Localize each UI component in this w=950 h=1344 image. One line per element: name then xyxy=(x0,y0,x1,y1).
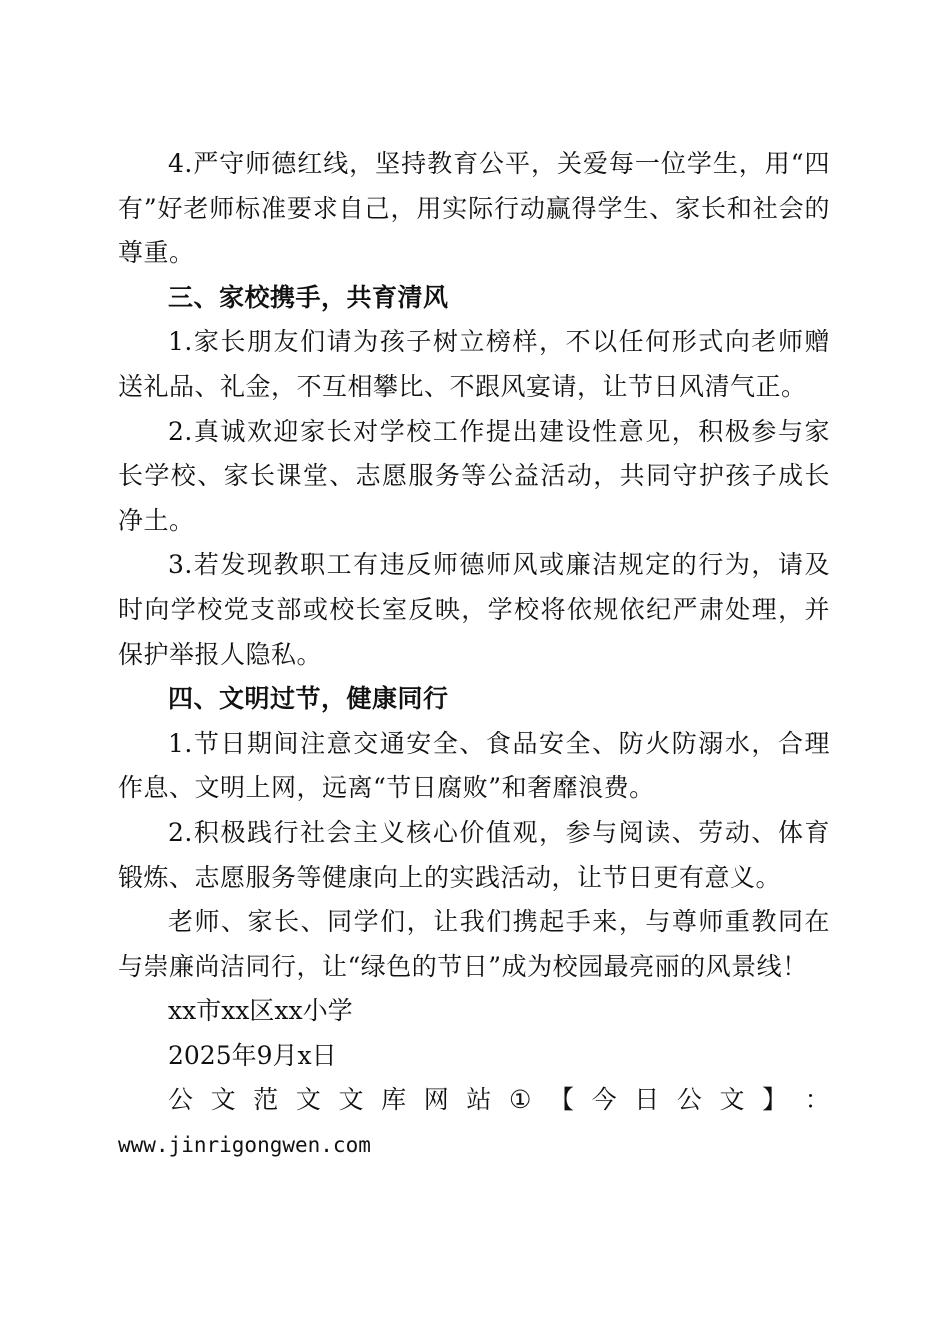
footer-char: 范 xyxy=(253,1085,279,1115)
paragraph-holiday-safety: 1.节日期间注意交通安全、食品安全、防火防溺水，合理作息、文明上网，远离“节日腐败”和奢靡浪费。 xyxy=(118,728,830,803)
document-page xyxy=(118,142,830,1168)
footer-char: 公 xyxy=(168,1085,194,1115)
paragraph-report-violations: 3.若发现教职工有违反师德师风或廉洁规定的行为，请及时向学校党支部或校长室反映，学校将依规依纪严肃处理，并保护举报人隐私。 xyxy=(118,550,830,669)
section-heading-home-school: 三、家校携手，共育清风 xyxy=(168,282,449,312)
paragraph-teacher-ethics: 4.严守师德红线，坚持教育公平，关爱每一位学生，用“四有”好老师标准要求自己，用实际行动赢得学生、家长和社会的尊重。 xyxy=(118,149,830,268)
footer-char: 公 xyxy=(676,1085,702,1115)
footer-website-link[interactable]: www.jinrigongwen.com xyxy=(118,1133,371,1158)
footer-char: 库 xyxy=(381,1085,407,1115)
footer-char: ① xyxy=(509,1085,532,1115)
footer-char: 今 xyxy=(591,1085,617,1115)
signature-organization: xx市xx区xx小学 xyxy=(168,996,353,1026)
footer-char: ： xyxy=(804,1085,830,1115)
footer-char: 站 xyxy=(466,1085,492,1115)
footer-char: 文 xyxy=(295,1085,321,1115)
paragraph-parents-suggestions: 2.真诚欢迎家长对学校工作提出建设性意见，积极参与家长学校、家长课堂、志愿服务等公益活动，共同守护孩子成长净土。 xyxy=(118,416,830,535)
footer-char: 【 xyxy=(549,1085,575,1115)
footer-site-name xyxy=(118,1078,830,1123)
section-heading-civilized-holiday: 四、文明过节，健康同行 xyxy=(168,684,449,714)
paragraph-core-values: 2.积极践行社会主义核心价值观，参与阅读、劳动、体育锻炼、志愿服务等健康向上的实践活动，让节日更有意义。 xyxy=(118,817,830,892)
paragraph-parents-example: 1.家长朋友们请为孩子树立榜样，不以任何形式向老师赠送礼品、礼金，不互相攀比、不跟风宴请，让节日风清气正。 xyxy=(118,327,830,401)
footer-char: 网 xyxy=(423,1085,449,1115)
footer-char: 文 xyxy=(210,1085,236,1115)
footer-char: 文 xyxy=(338,1085,364,1115)
paragraph-closing-appeal: 老师、家长、同学们，让我们携起手来，与尊师重教同在与崇廉尚洁同行，让“绿色的节日”成为校园最亮丽的风景线！ xyxy=(118,907,830,981)
signature-date: 2025年9月x日 xyxy=(168,1040,337,1070)
footer-char: 文 xyxy=(719,1085,745,1115)
footer-char: 日 xyxy=(634,1085,660,1115)
footer-char: 】 xyxy=(762,1085,788,1115)
